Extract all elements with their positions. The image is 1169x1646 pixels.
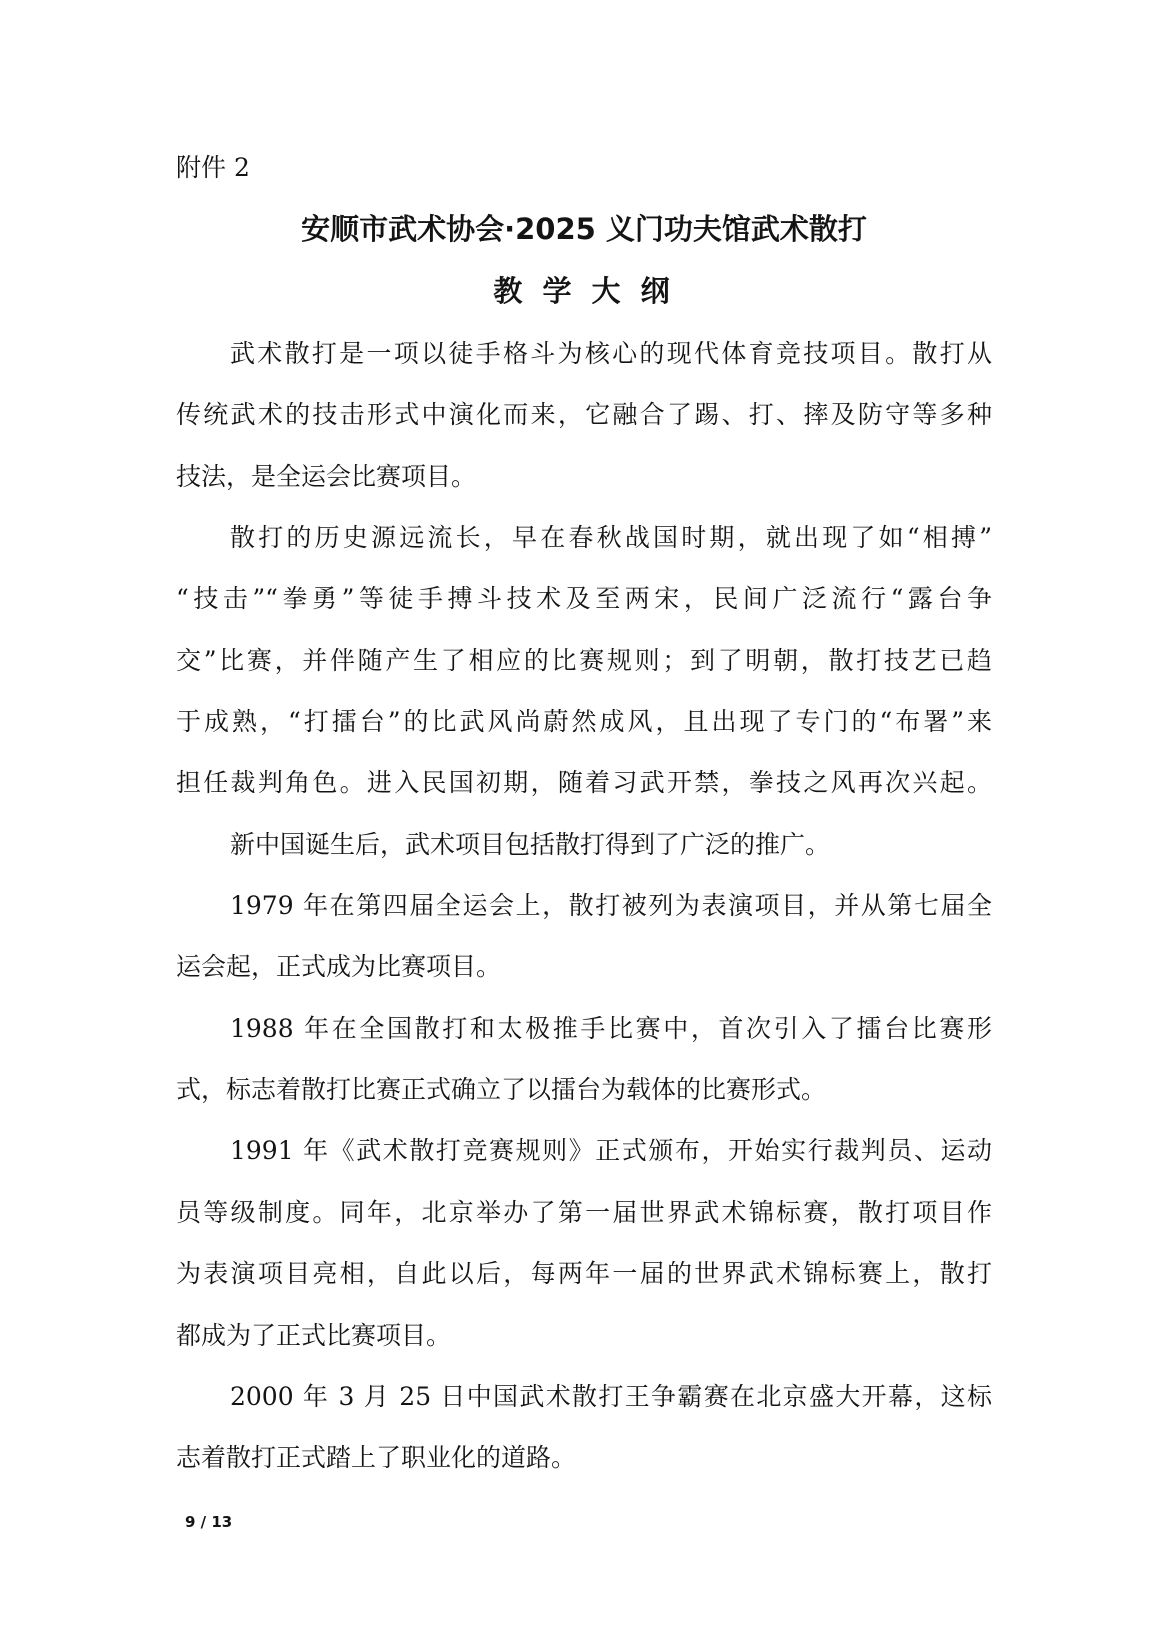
- body-line: 运会起，正式成为比赛项目。: [176, 952, 502, 982]
- body-paragraph: [176, 998, 992, 1121]
- body-paragraph: [176, 1366, 992, 1489]
- body-line: 担任裁判角色。进入民国初期，随着习武开禁，拳技之风再次兴起。: [176, 768, 992, 798]
- document-title: 安顺市武术协会·2025 义门功夫馆武术散打: [301, 212, 867, 246]
- document-body: [176, 323, 992, 1489]
- attachment-label: 附件 2: [176, 153, 250, 182]
- body-line: 传统武术的技击形式中演化而来，它融合了踢、打、摔及防守等多种: [176, 400, 992, 430]
- body-line: 1979 年在第四届全运会上，散打被列为表演项目，并从第七届全: [230, 891, 992, 921]
- body-line: 散打的历史源远流长，早在春秋战国时期，就出现了如“相搏”: [230, 523, 992, 553]
- body-line: 武术散打是一项以徒手格斗为核心的现代体育竞技项目。散打从: [230, 339, 992, 368]
- body-line: “技击”“拳勇”等徒手搏斗技术及至两宋，民间广泛流行“露台争: [176, 584, 992, 614]
- body-line: 交”比赛，并伴随产生了相应的比赛规则；到了明朝，散打技艺已趋: [176, 645, 992, 675]
- body-line: 都成为了正式比赛项目。: [176, 1320, 452, 1350]
- body-line: 为表演项目亮相，自此以后，每两年一届的世界武术锦标赛上，散打: [176, 1259, 992, 1289]
- page-number: 9 / 13: [185, 1513, 233, 1531]
- body-line: 1988 年在全国散打和太极推手比赛中，首次引入了擂台比赛形: [230, 1013, 992, 1043]
- body-line: 于成熟，“打擂台”的比武风尚蔚然成风，且出现了专门的“布署”来: [176, 707, 992, 737]
- body-line: 志着散打正式踏上了职业化的道路。: [176, 1443, 577, 1473]
- body-line: 技法，是全运会比赛项目。: [176, 461, 477, 491]
- body-line: 式，标志着散打比赛正式确立了以擂台为载体的比赛形式。: [176, 1075, 827, 1105]
- document-subtitle: 教 学 大 纲: [493, 274, 675, 308]
- body-paragraph: [176, 323, 992, 507]
- body-paragraph: [176, 507, 992, 814]
- body-paragraph: [176, 1120, 992, 1365]
- body-paragraph: [176, 814, 992, 875]
- body-line: 2000 年 3 月 25 日中国武术散打王争霸赛在北京盛大开幕，这标: [230, 1381, 992, 1411]
- body-paragraph: [176, 875, 992, 998]
- body-line: 新中国诞生后，武术项目包括散打得到了广泛的推广。: [230, 829, 831, 859]
- body-line: 1991 年《武术散打竞赛规则》正式颁布，开始实行裁判员、运动: [230, 1136, 992, 1166]
- body-line: 员等级制度。同年，北京举办了第一届世界武术锦标赛，散打项目作: [176, 1197, 992, 1227]
